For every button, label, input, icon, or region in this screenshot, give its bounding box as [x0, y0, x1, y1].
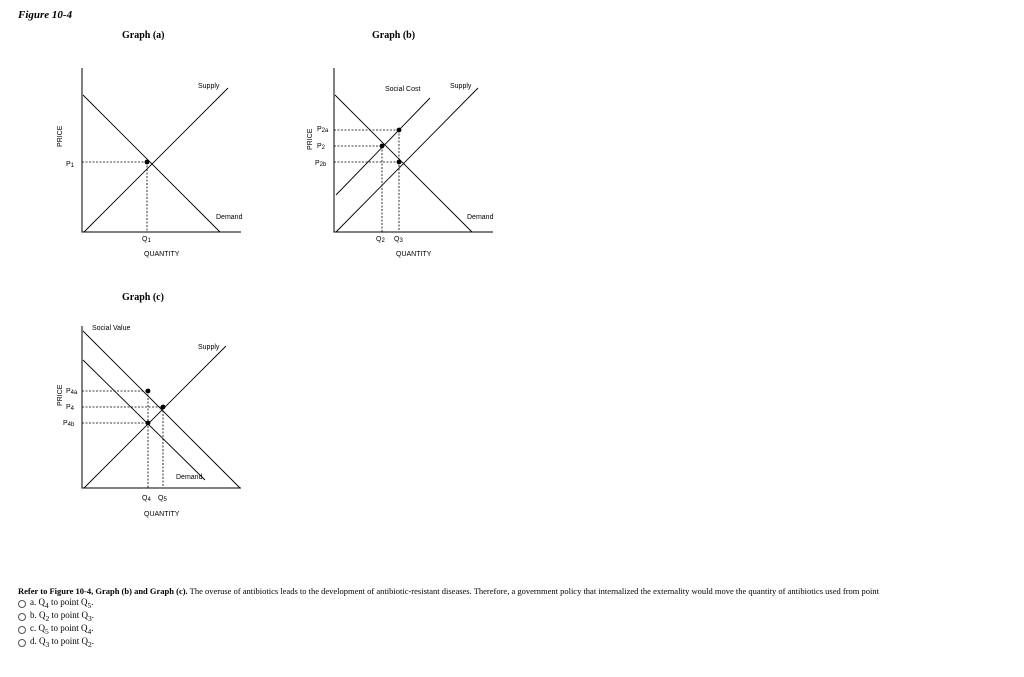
graph-a-demand-curve	[83, 95, 220, 232]
graph-c-social-value-label: Social Value	[92, 325, 131, 332]
radio-button[interactable]	[18, 613, 26, 621]
question-block	[18, 585, 1018, 649]
question-lead: Refer to Figure 10-4, Graph (b) and Graph (c).	[18, 586, 188, 596]
graph-c-y-axis-label: PRICE	[57, 384, 64, 406]
graph-b-supply-label: Supply	[450, 83, 472, 90]
graph-c-market-equilibrium-point	[146, 421, 151, 426]
question-text	[18, 585, 1018, 597]
graph-c-qty-left-label: Q4	[142, 495, 151, 503]
graph-b-demand-label: Demand	[467, 214, 494, 221]
graph-c-social-value-curve	[83, 331, 240, 488]
figure-title: Figure 10-4	[18, 9, 73, 21]
answer-option[interactable]	[18, 610, 1018, 623]
graph-c-price-low-label: P4b	[63, 420, 75, 428]
graph-b-price-low-label: P2b	[315, 160, 327, 168]
graph-b-qty-right-label: Q3	[394, 236, 403, 244]
graph-c-demand-curve	[83, 360, 205, 480]
graph-c-price-mid-label: P4	[66, 404, 75, 412]
option-text: d. $Q_3$ to point $Q_2$.	[30, 635, 95, 649]
graph-b-y-axis-label: PRICE	[307, 128, 314, 150]
graph-a-supply-label: Supply	[198, 83, 220, 90]
graph-c-demand-label: Demand	[176, 474, 203, 481]
graph-c-social-optimum-point	[161, 405, 166, 410]
graph-a-supply-curve	[84, 88, 228, 232]
graph-b-social-optimum-point	[380, 144, 385, 149]
graph-a-equilibrium-point	[145, 160, 150, 165]
graph-a-demand-label: Demand	[216, 214, 243, 221]
graph-b-price-mid-label: P2	[317, 143, 326, 151]
graph-c	[57, 292, 241, 518]
graph-b-title: Graph (b)	[372, 30, 416, 41]
graph-a-axes	[82, 68, 241, 232]
graph-b	[307, 30, 494, 258]
graph-b-x-axis-label: QUANTITY	[396, 251, 432, 258]
graph-b-point-top	[397, 128, 402, 133]
option-text: b. $Q_2$ to point $Q_3$.	[30, 609, 95, 623]
option-text: a. $Q_4$ to point $Q_5$.	[30, 596, 94, 610]
radio-button[interactable]	[18, 626, 26, 634]
graph-a-price-label: P1	[66, 161, 75, 169]
graph-b-social-cost-label: Social Cost	[385, 86, 421, 93]
answer-option[interactable]	[18, 636, 1018, 649]
graph-a-title: Graph (a)	[122, 30, 165, 41]
graph-b-supply-curve	[336, 88, 478, 232]
graph-b-qty-left-label: Q2	[376, 236, 385, 244]
graph-c-supply-label: Supply	[198, 344, 220, 351]
graph-a-quantity-label: Q1	[142, 236, 151, 244]
question-body: The overuse of antibiotics leads to the development of antibiotic-resistant diseases. Therefore, a government policy that internalized the externality would move the quantity of antibiotics used from point	[187, 586, 879, 596]
graph-a	[57, 30, 243, 258]
radio-button[interactable]	[18, 600, 26, 608]
graph-c-point-top	[146, 389, 151, 394]
graph-c-title: Graph (c)	[122, 292, 164, 303]
radio-button[interactable]	[18, 639, 26, 647]
graph-a-y-axis-label: PRICE	[57, 125, 64, 147]
graph-a-x-axis-label: QUANTITY	[144, 251, 180, 258]
graph-c-qty-right-label: Q5	[158, 495, 167, 503]
answer-option[interactable]	[18, 597, 1018, 610]
graph-b-price-top-label: P2a	[317, 126, 329, 134]
option-text: c. $Q_5$ to point $Q_4$.	[30, 622, 94, 636]
graph-c-x-axis-label: QUANTITY	[144, 511, 180, 518]
answer-options	[18, 597, 1018, 649]
graph-c-supply-curve	[84, 346, 226, 488]
graph-b-market-equilibrium-point	[397, 160, 402, 165]
answer-option[interactable]	[18, 623, 1018, 636]
graph-c-price-top-label: P4a	[66, 388, 78, 396]
